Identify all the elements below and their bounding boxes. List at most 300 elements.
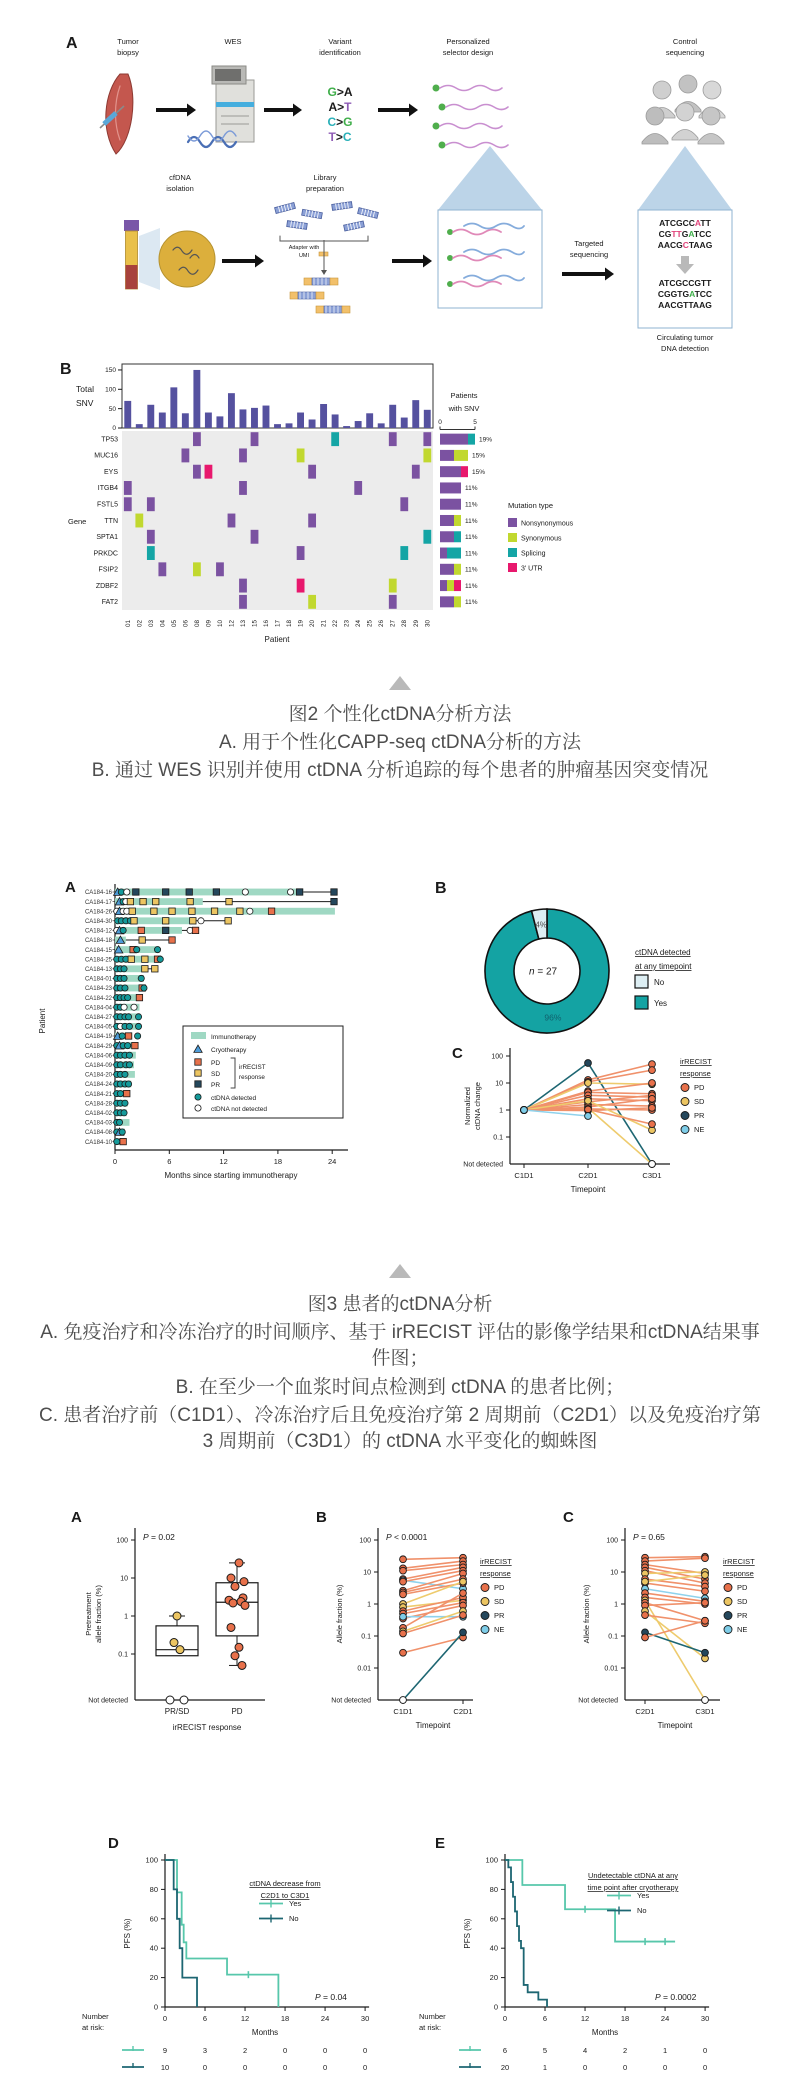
- svg-text:CA184-27: CA184-27: [84, 1015, 112, 1021]
- svg-text:C2D1: C2D1: [578, 1171, 598, 1180]
- svg-text:1: 1: [367, 1601, 371, 1609]
- svg-text:18: 18: [280, 2014, 290, 2023]
- svg-text:0: 0: [703, 2063, 708, 2072]
- svg-text:TTN: TTN: [104, 517, 118, 525]
- svg-text:1: 1: [499, 1107, 503, 1115]
- svg-text:FSIP2: FSIP2: [98, 566, 118, 574]
- svg-text:Timepoint: Timepoint: [415, 1721, 451, 1730]
- svg-text:Library: Library: [313, 173, 337, 182]
- svg-text:03: 03: [147, 620, 155, 628]
- svg-text:10: 10: [363, 1569, 371, 1577]
- svg-text:Patients: Patients: [450, 391, 478, 400]
- svg-text:PD: PD: [694, 1083, 705, 1092]
- svg-text:SD: SD: [211, 1071, 221, 1078]
- svg-text:PR: PR: [737, 1611, 748, 1620]
- svg-text:Not detected: Not detected: [578, 1697, 618, 1705]
- svg-text:08: 08: [193, 620, 201, 628]
- svg-text:MUC16: MUC16: [94, 452, 118, 460]
- svg-text:CA184-06: CA184-06: [84, 1053, 112, 1060]
- svg-text:irRECIST response: irRECIST response: [172, 1723, 242, 1732]
- svg-text:12: 12: [240, 2014, 250, 2023]
- svg-text:C: C: [452, 1045, 463, 1062]
- svg-text:CA184-12: CA184-12: [84, 928, 112, 935]
- svg-text:18: 18: [286, 620, 294, 628]
- svg-text:isolation: isolation: [166, 184, 194, 193]
- figure3-caption-line-a: A. 免疫治疗和冷冻治疗的时间顺序、基于 irRECIST 评估的影像学结果和ctDNA结果事件图；: [40, 1322, 760, 1370]
- collapse-figure2-control[interactable]: [0, 676, 800, 690]
- svg-text:80: 80: [149, 1884, 158, 1894]
- svg-text:PD: PD: [494, 1583, 505, 1592]
- figure3-caption: [0, 1290, 800, 1457]
- svg-text:0: 0: [438, 419, 442, 426]
- figure2-caption-line-b: B. 通过 WES 识别并使用 ctDNA 分析追踪的每个患者的肿瘤基因突变情况: [91, 760, 709, 782]
- figure3: [0, 868, 800, 1248]
- svg-text:Circulating tumor: Circulating tumor: [656, 333, 714, 342]
- svg-text:19%: 19%: [479, 436, 493, 444]
- svg-text:Timepoint: Timepoint: [570, 1185, 606, 1194]
- figure3-panelB-donut-chart: [395, 875, 763, 1055]
- svg-text:Synonymous: Synonymous: [521, 535, 562, 543]
- svg-text:E: E: [435, 1835, 446, 1852]
- svg-text:0: 0: [363, 2063, 368, 2072]
- figure3-caption-line-b: B. 在至少一个血浆时间点检测到 ctDNA 的患者比例；: [175, 1376, 625, 1398]
- svg-text:ctDNA not detected: ctDNA not detected: [211, 1106, 268, 1113]
- svg-text:biopsy: biopsy: [117, 48, 139, 57]
- svg-text:20: 20: [149, 1973, 158, 1983]
- svg-text:15%: 15%: [472, 468, 486, 476]
- svg-text:1: 1: [614, 1601, 618, 1609]
- svg-text:12: 12: [580, 2014, 590, 2023]
- svg-text:40: 40: [489, 1943, 498, 1953]
- svg-text:11%: 11%: [465, 517, 478, 525]
- svg-text:28: 28: [401, 620, 409, 628]
- svg-text:D: D: [108, 1835, 119, 1852]
- svg-text:CA184-17: CA184-17: [84, 899, 112, 906]
- svg-text:0: 0: [363, 2046, 368, 2055]
- svg-text:11%: 11%: [465, 501, 478, 509]
- svg-text:C1D1: C1D1: [514, 1171, 534, 1180]
- svg-text:5: 5: [542, 2046, 548, 2055]
- svg-text:PR/SD: PR/SD: [164, 1707, 190, 1716]
- svg-text:A: A: [71, 1509, 82, 1526]
- svg-text:CA184-24: CA184-24: [84, 1082, 112, 1089]
- svg-text:n = 27: n = 27: [529, 966, 558, 978]
- svg-text:SD: SD: [737, 1597, 748, 1606]
- svg-text:0: 0: [622, 2063, 628, 2072]
- svg-text:response: response: [480, 1569, 511, 1578]
- svg-text:Undetectable ctDNA at any: Undetectable ctDNA at any: [587, 1871, 679, 1880]
- svg-text:3: 3: [202, 2046, 208, 2055]
- svg-text:0: 0: [282, 2063, 288, 2072]
- svg-text:ATCGCCGTT: ATCGCCGTT: [658, 278, 712, 288]
- svg-text:0: 0: [112, 425, 116, 433]
- svg-text:3' UTR: 3' UTR: [521, 565, 543, 573]
- svg-text:30: 30: [424, 620, 432, 628]
- svg-text:AACGCTAAG: AACGCTAAG: [657, 240, 713, 250]
- svg-text:allele fraction (%): allele fraction (%): [94, 1585, 103, 1643]
- svg-text:cfDNA: cfDNA: [169, 173, 191, 182]
- svg-text:60: 60: [149, 1914, 158, 1924]
- svg-text:100: 100: [491, 1053, 503, 1061]
- svg-text:100: 100: [105, 386, 116, 394]
- svg-text:15: 15: [251, 620, 259, 628]
- svg-text:0: 0: [322, 2063, 328, 2072]
- svg-text:PD: PD: [211, 1060, 221, 1067]
- svg-text:A: A: [66, 35, 78, 52]
- svg-text:selector design: selector design: [442, 48, 494, 57]
- svg-text:9: 9: [162, 2046, 168, 2055]
- svg-text:CGGTGATCC: CGGTGATCC: [657, 289, 713, 299]
- svg-text:response: response: [723, 1569, 754, 1578]
- svg-text:Allele fraction (%): Allele fraction (%): [335, 1584, 344, 1644]
- svg-text:PFS (%): PFS (%): [463, 1918, 472, 1949]
- svg-text:11%: 11%: [465, 534, 478, 542]
- svg-text:0: 0: [153, 2002, 158, 2012]
- svg-text:C2D1: C2D1: [453, 1707, 473, 1716]
- svg-text:02: 02: [136, 620, 144, 628]
- svg-text:FAT2: FAT2: [101, 599, 118, 607]
- svg-text:24: 24: [660, 2014, 670, 2023]
- svg-text:10: 10: [160, 2063, 170, 2072]
- svg-text:Timepoint: Timepoint: [657, 1721, 693, 1730]
- svg-text:G>A: G>A: [327, 85, 353, 99]
- svg-text:05: 05: [170, 620, 178, 628]
- svg-text:18: 18: [273, 1157, 283, 1166]
- svg-text:Not detected: Not detected: [331, 1697, 371, 1705]
- svg-text:100: 100: [116, 1537, 128, 1545]
- svg-text:4%: 4%: [535, 920, 547, 930]
- svg-text:CA184-13: CA184-13: [84, 967, 112, 973]
- svg-text:C: C: [563, 1509, 574, 1526]
- svg-text:B: B: [60, 361, 72, 378]
- svg-text:ATCGCCATT: ATCGCCATT: [659, 218, 711, 228]
- svg-text:at any timepoint: at any timepoint: [635, 962, 692, 971]
- svg-text:10: 10: [610, 1569, 618, 1577]
- svg-text:irRECIST: irRECIST: [723, 1557, 755, 1566]
- svg-text:0: 0: [242, 2063, 248, 2072]
- svg-text:96%: 96%: [544, 1012, 562, 1023]
- svg-text:24: 24: [320, 2014, 330, 2023]
- svg-text:P = 0.02: P = 0.02: [143, 1532, 175, 1542]
- svg-text:PR: PR: [494, 1611, 505, 1620]
- svg-text:B: B: [435, 880, 447, 897]
- svg-text:A>T: A>T: [328, 100, 352, 114]
- svg-text:identification: identification: [319, 48, 361, 57]
- svg-text:0.1: 0.1: [608, 1633, 618, 1641]
- svg-text:ctDNA detected: ctDNA detected: [635, 948, 691, 957]
- svg-text:15%: 15%: [472, 452, 486, 460]
- svg-text:Mutation type: Mutation type: [508, 501, 554, 510]
- svg-text:CA184-23: CA184-23: [84, 986, 112, 993]
- svg-text:Yes: Yes: [289, 1899, 302, 1908]
- svg-text:ctDNA detected: ctDNA detected: [211, 1095, 257, 1102]
- svg-text:06: 06: [182, 620, 190, 628]
- svg-text:100: 100: [359, 1537, 371, 1545]
- svg-text:4: 4: [582, 2046, 588, 2055]
- svg-text:1: 1: [662, 2046, 668, 2055]
- svg-text:27: 27: [389, 620, 397, 628]
- svg-text:Control: Control: [672, 37, 698, 46]
- svg-text:WES: WES: [224, 37, 242, 46]
- svg-text:Splicing: Splicing: [521, 550, 546, 558]
- svg-text:0: 0: [162, 2014, 168, 2023]
- svg-text:CA184-04: CA184-04: [84, 1005, 112, 1012]
- svg-text:SNV: SNV: [76, 398, 94, 408]
- svg-text:0.1: 0.1: [361, 1633, 371, 1641]
- svg-text:C1D1: C1D1: [393, 1707, 413, 1716]
- svg-text:CA184-29: CA184-29: [84, 1043, 112, 1050]
- svg-text:0: 0: [112, 1157, 118, 1166]
- svg-text:UMI: UMI: [298, 253, 310, 259]
- svg-text:17: 17: [274, 620, 282, 628]
- svg-text:0: 0: [493, 2002, 498, 2012]
- svg-text:CA184-28: CA184-28: [84, 1101, 112, 1108]
- svg-text:Normalized: Normalized: [463, 1087, 472, 1125]
- svg-text:CA184-19: CA184-19: [84, 1034, 112, 1041]
- svg-text:20: 20: [489, 1973, 498, 1983]
- svg-text:0: 0: [502, 2014, 508, 2023]
- svg-text:6: 6: [202, 2014, 208, 2023]
- svg-text:B: B: [316, 1509, 327, 1526]
- svg-text:preparation: preparation: [306, 184, 344, 193]
- svg-text:0.1: 0.1: [493, 1134, 503, 1142]
- svg-text:11%: 11%: [465, 485, 478, 493]
- figure4-panelD-km-curve: [70, 1828, 405, 2093]
- svg-text:CA184-10: CA184-10: [84, 1139, 112, 1146]
- figure4-panelE-km-curve: [405, 1828, 755, 2093]
- svg-text:10: 10: [120, 1575, 128, 1583]
- svg-text:Patient: Patient: [38, 1008, 47, 1034]
- svg-text:50: 50: [108, 405, 116, 413]
- svg-text:CA184-03: CA184-03: [84, 1120, 112, 1127]
- svg-text:response: response: [239, 1074, 265, 1081]
- svg-text:40: 40: [149, 1943, 158, 1953]
- svg-text:SPTA1: SPTA1: [96, 534, 118, 542]
- svg-text:Immunotherapy: Immunotherapy: [211, 1034, 257, 1041]
- svg-text:irRECIST: irRECIST: [480, 1557, 512, 1566]
- figure2-caption: [0, 700, 800, 787]
- svg-text:Yes: Yes: [637, 1891, 650, 1900]
- up-triangle-icon: [389, 1264, 411, 1278]
- svg-text:19: 19: [297, 620, 305, 628]
- svg-text:10: 10: [216, 620, 224, 628]
- svg-text:CA184-22: CA184-22: [84, 995, 112, 1002]
- svg-text:6: 6: [502, 2046, 508, 2055]
- svg-text:Adapter with: Adapter with: [288, 245, 320, 251]
- figure2-caption-line-a: A. 用于个性化CAPP-seq ctDNA分析的方法: [218, 732, 582, 754]
- svg-text:11%: 11%: [465, 599, 478, 607]
- svg-text:C2D1: C2D1: [635, 1707, 655, 1716]
- figure4: [0, 1490, 800, 2090]
- svg-text:12: 12: [219, 1157, 228, 1166]
- up-triangle-icon: [389, 676, 411, 690]
- svg-text:CA184-21: CA184-21: [84, 1091, 112, 1098]
- svg-text:P = 0.0002: P = 0.0002: [655, 1992, 697, 2002]
- svg-text:CGTTGATCC: CGTTGATCC: [658, 229, 712, 239]
- svg-text:P = 0.04: P = 0.04: [315, 1992, 347, 2002]
- svg-text:FSTL5: FSTL5: [96, 501, 118, 509]
- svg-text:CA184-09: CA184-09: [84, 1063, 112, 1069]
- svg-text:CA184-02: CA184-02: [84, 1111, 112, 1117]
- svg-text:30: 30: [360, 2014, 370, 2023]
- svg-text:6: 6: [167, 1157, 172, 1166]
- svg-text:10: 10: [495, 1080, 503, 1088]
- svg-text:with SNV: with SNV: [448, 404, 480, 413]
- figure3-caption-title: 图3 患者的ctDNA分析: [307, 1294, 493, 1315]
- svg-text:response: response: [680, 1069, 711, 1078]
- svg-text:18: 18: [620, 2014, 630, 2023]
- svg-text:Months: Months: [251, 2028, 279, 2037]
- figure3-panelA-swimmer-plot: [35, 876, 370, 1191]
- svg-text:Not detected: Not detected: [463, 1161, 503, 1169]
- svg-text:No: No: [637, 1906, 647, 1915]
- svg-text:AACGTTAAG: AACGTTAAG: [658, 300, 712, 310]
- svg-text:at risk:: at risk:: [419, 2023, 442, 2032]
- svg-text:24: 24: [355, 620, 363, 628]
- svg-text:EYS: EYS: [103, 468, 118, 476]
- svg-text:0.01: 0.01: [604, 1665, 618, 1673]
- svg-text:CA184-20: CA184-20: [84, 1072, 112, 1079]
- svg-text:CA184-16: CA184-16: [84, 890, 112, 897]
- svg-text:ITGB4: ITGB4: [97, 485, 118, 493]
- svg-text:30: 30: [700, 2014, 710, 2023]
- svg-text:09: 09: [205, 620, 213, 628]
- svg-text:ctDNA change: ctDNA change: [473, 1082, 482, 1130]
- svg-text:time point after cryotherapy: time point after cryotherapy: [587, 1883, 679, 1892]
- svg-text:11%: 11%: [465, 566, 478, 574]
- figure2-panelA-workflow-diagram: [40, 18, 760, 358]
- svg-text:P = 0.65: P = 0.65: [633, 1532, 665, 1542]
- figure4-panelB-spider-plot: [298, 1500, 548, 1825]
- svg-text:PD: PD: [737, 1583, 748, 1592]
- svg-text:100: 100: [606, 1537, 618, 1545]
- svg-text:0: 0: [322, 2046, 328, 2055]
- svg-text:ZDBF2: ZDBF2: [95, 582, 118, 590]
- svg-text:CA184-15: CA184-15: [84, 947, 112, 954]
- svg-text:NE: NE: [737, 1625, 748, 1634]
- figure4-panelA-boxplot: [55, 1500, 295, 1825]
- svg-text:NE: NE: [694, 1125, 705, 1134]
- svg-text:DNA detection: DNA detection: [661, 344, 709, 353]
- svg-text:C2D1 to C3D1: C2D1 to C3D1: [260, 1891, 310, 1900]
- svg-text:0: 0: [703, 2046, 708, 2055]
- svg-text:C3D1: C3D1: [642, 1171, 662, 1180]
- svg-text:C>G: C>G: [327, 115, 353, 129]
- svg-text:PR: PR: [211, 1082, 221, 1089]
- svg-text:0: 0: [662, 2063, 668, 2072]
- svg-text:Months since starting immunoth: Months since starting immunotherapy: [164, 1171, 298, 1180]
- svg-text:25: 25: [366, 620, 374, 628]
- svg-text:PFS (%): PFS (%): [123, 1918, 132, 1949]
- svg-text:PRKDC: PRKDC: [93, 550, 118, 558]
- figure2: [40, 18, 760, 644]
- figure2-panelB-mutation-chart: [40, 358, 760, 644]
- svg-text:CA184-30: CA184-30: [84, 919, 112, 925]
- svg-text:A: A: [65, 879, 76, 896]
- svg-text:CA184-25: CA184-25: [84, 957, 112, 964]
- svg-text:PR: PR: [694, 1111, 705, 1120]
- svg-text:150: 150: [105, 367, 116, 375]
- svg-text:11%: 11%: [465, 550, 478, 558]
- svg-text:0: 0: [202, 2063, 208, 2072]
- svg-text:Tumor: Tumor: [117, 37, 139, 46]
- svg-text:Yes: Yes: [654, 999, 668, 1008]
- svg-text:SD: SD: [494, 1597, 505, 1606]
- svg-text:Nonsynonymous: Nonsynonymous: [521, 520, 574, 528]
- svg-text:CA184-05: CA184-05: [84, 1024, 112, 1031]
- svg-text:Targeted: Targeted: [574, 239, 604, 248]
- svg-text:1: 1: [124, 1613, 128, 1621]
- svg-text:sequencing: sequencing: [665, 48, 705, 57]
- svg-text:100: 100: [145, 1855, 158, 1865]
- svg-text:5: 5: [473, 419, 477, 426]
- svg-text:Months: Months: [591, 2028, 619, 2037]
- svg-text:PD: PD: [231, 1707, 243, 1716]
- svg-text:TP53: TP53: [101, 436, 118, 444]
- figure2-caption-title: 图2 个性化ctDNA分析方法: [288, 704, 512, 725]
- svg-text:0: 0: [282, 2046, 288, 2055]
- svg-text:100: 100: [485, 1855, 498, 1865]
- svg-text:Total: Total: [76, 384, 94, 394]
- svg-text:21: 21: [320, 620, 328, 628]
- svg-text:NE: NE: [494, 1625, 505, 1634]
- svg-text:0.1: 0.1: [118, 1651, 128, 1659]
- svg-text:60: 60: [489, 1914, 498, 1924]
- svg-text:sequencing: sequencing: [569, 250, 609, 259]
- svg-text:12: 12: [228, 620, 236, 628]
- svg-text:ctDNA decrease from: ctDNA decrease from: [249, 1879, 321, 1888]
- svg-text:0: 0: [582, 2063, 588, 2072]
- svg-text:C3D1: C3D1: [695, 1707, 715, 1716]
- svg-text:CA184-18: CA184-18: [84, 938, 112, 945]
- svg-text:23: 23: [343, 620, 351, 628]
- svg-text:13: 13: [239, 620, 247, 628]
- svg-text:26: 26: [378, 620, 386, 628]
- svg-text:Number: Number: [82, 2012, 109, 2021]
- svg-text:Not detected: Not detected: [88, 1697, 128, 1705]
- svg-text:Pretreatment: Pretreatment: [84, 1592, 93, 1636]
- collapse-figure3-control[interactable]: [0, 1264, 800, 1278]
- svg-text:6: 6: [542, 2014, 548, 2023]
- svg-text:P < 0.0001: P < 0.0001: [386, 1532, 428, 1542]
- svg-text:Variant: Variant: [328, 37, 352, 46]
- svg-text:20: 20: [500, 2063, 510, 2072]
- svg-text:24: 24: [328, 1157, 337, 1166]
- svg-text:Patient: Patient: [264, 635, 290, 644]
- svg-text:04: 04: [159, 620, 167, 628]
- svg-text:22: 22: [332, 620, 340, 628]
- svg-text:2: 2: [622, 2046, 628, 2055]
- svg-text:11%: 11%: [465, 582, 478, 590]
- svg-text:No: No: [289, 1914, 299, 1923]
- svg-text:at risk:: at risk:: [82, 2023, 105, 2032]
- svg-text:CA184-26: CA184-26: [84, 909, 112, 916]
- svg-text:T>C: T>C: [328, 130, 352, 144]
- figure3-caption-line-c: C. 患者治疗前（C1D1）、冷冻治疗后且免疫治疗第 2 周期前（C2D1）以及免疫治疗第 3 周期前（C3D1）的 ctDNA 水平变化的蜘蛛图: [38, 1404, 762, 1453]
- svg-text:Allele fraction (%): Allele fraction (%): [582, 1584, 591, 1644]
- svg-text:irRECIST: irRECIST: [239, 1064, 266, 1071]
- svg-text:No: No: [654, 978, 665, 987]
- figure3-panelC-spider-plot: [412, 1042, 762, 1214]
- svg-text:SD: SD: [694, 1097, 705, 1106]
- svg-text:Personalized: Personalized: [446, 37, 490, 46]
- svg-text:20: 20: [309, 620, 317, 628]
- svg-text:Gene: Gene: [68, 517, 87, 526]
- svg-text:2: 2: [242, 2046, 248, 2055]
- svg-text:1: 1: [542, 2063, 548, 2072]
- svg-text:0.01: 0.01: [357, 1665, 371, 1673]
- svg-text:CA184-08: CA184-08: [84, 1130, 112, 1137]
